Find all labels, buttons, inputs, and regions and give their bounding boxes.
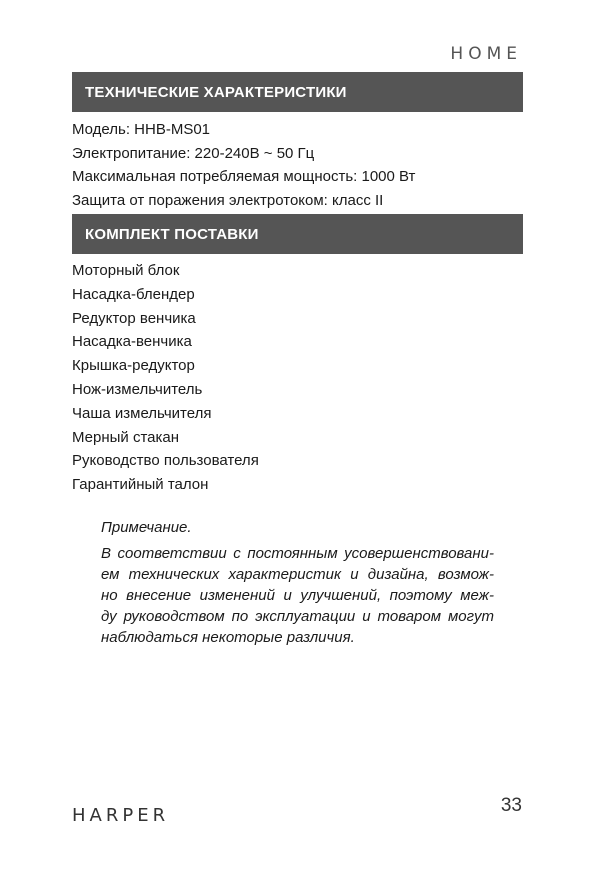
spec-item: Максимальная потребляемая мощность: 1000 Вт: [72, 168, 416, 185]
kit-item: Руководство пользователя: [72, 452, 259, 470]
kit-item: Крышка-редуктор: [72, 357, 195, 375]
kit-item: Насадка-блендер: [72, 285, 195, 303]
note-line: наблюдаться некоторые различия.: [101, 629, 355, 646]
kit-item: Мерный стакан: [72, 428, 180, 446]
harper-logo: HARPER: [72, 805, 170, 826]
spec-item: Модель: HHB-MS01: [72, 121, 211, 138]
specs-title: ТЕХНИЧЕСКИЕ ХАРАКТЕРИСТИКИ: [85, 83, 347, 101]
kit-item: Моторный блок: [72, 262, 180, 279]
kit-list: [72, 259, 259, 497]
kit-item: Редуктор венчика: [72, 309, 196, 327]
kit-item: Чаша измельчителя: [72, 404, 212, 422]
spec-item: Электропитание: 220-240В ~ 50 Гц: [72, 144, 315, 162]
specs-list: [72, 118, 415, 212]
note-line: В соответствии с постоянным усовершенствовани-: [101, 545, 494, 562]
note-block: [101, 517, 494, 648]
note-line: ду руководством по эксплуатации и товаром могут: [101, 608, 494, 625]
kit-title: КОМПЛЕКТ ПОСТАВКИ: [85, 225, 259, 243]
specs-section-header: [72, 72, 523, 112]
note-title: Примечание.: [101, 519, 192, 536]
note-line: ем технических характеристик и дизайна, возмож-: [101, 566, 494, 583]
spec-item: Защита от поражения электротоком: класс II: [72, 191, 384, 209]
kit-section-header: [72, 214, 523, 254]
note-body: [101, 543, 494, 648]
kit-item: Насадка-венчика: [72, 333, 192, 351]
note-line: но внесение изменений и улучшений, поэтому меж-: [101, 587, 494, 604]
home-logo: HOME: [450, 44, 522, 64]
kit-item: Нож-измельчитель: [72, 380, 203, 398]
page-number: 33: [500, 795, 522, 816]
kit-item: Гарантийный талон: [72, 476, 209, 494]
